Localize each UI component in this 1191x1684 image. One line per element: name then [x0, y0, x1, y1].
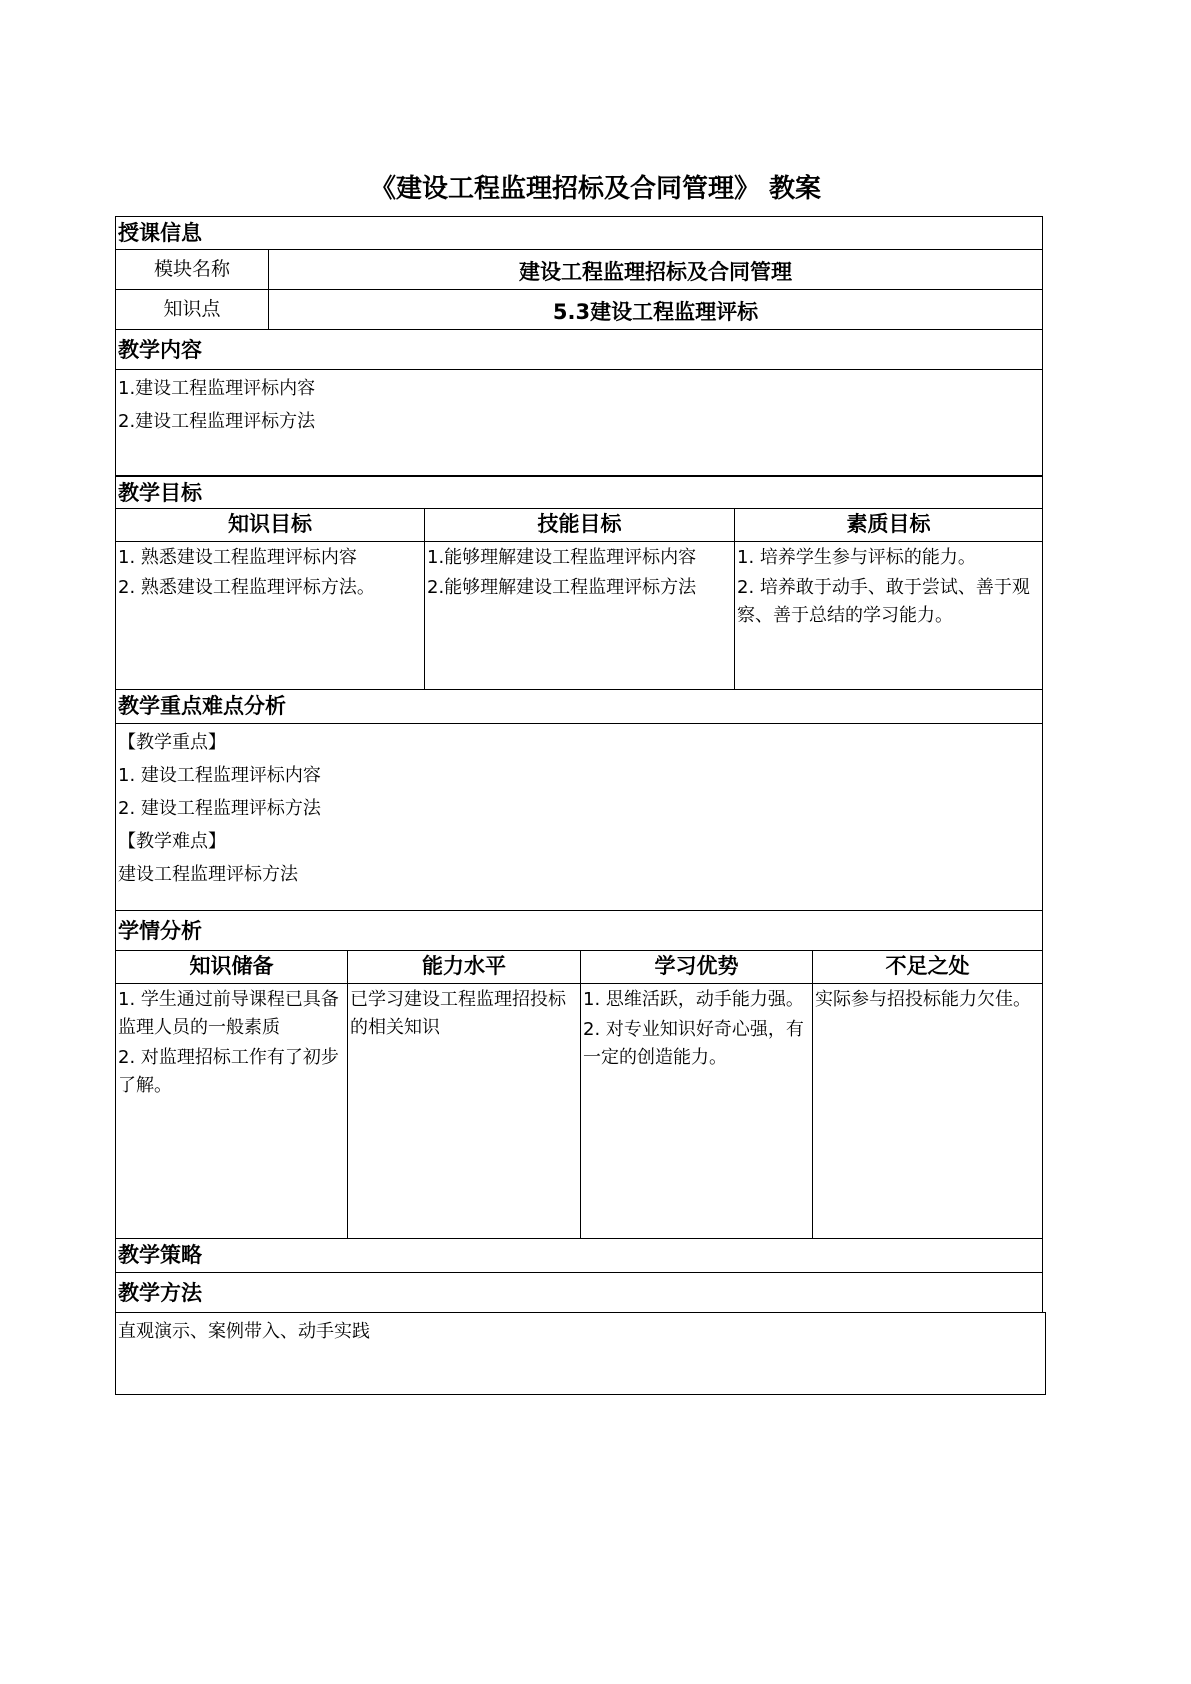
section-objectives — [115, 475, 1043, 509]
objective-item: 2. 熟悉建设工程监理评标方法。 — [118, 577, 375, 598]
analysis-item: 2. 对监理招标工作有了初步了解。 — [118, 1047, 339, 1096]
analysis-item: 1. 思维活跃，动手能力强。 — [583, 989, 804, 1010]
content-item: 2.建设工程监理评标方法 — [118, 411, 316, 432]
page-title: 《建设工程监理招标及合同管理》 教案 — [369, 174, 822, 204]
objectives-header-row — [115, 508, 1043, 542]
objective-item: 1. 熟悉建设工程监理评标内容 — [118, 547, 357, 568]
analysis-header-row — [115, 950, 1043, 984]
skill-objective-header: 技能目标 — [425, 509, 735, 541]
method-body — [115, 1312, 1046, 1395]
method-heading-row — [115, 1272, 1043, 1313]
analysis-item: 2. 对专业知识好奇心强，有一定的创造能力。 — [583, 1019, 804, 1068]
skill-objective-cell — [425, 542, 735, 689]
learning-advantage-header: 学习优势 — [581, 951, 813, 983]
focus-item: 1. 建设工程监理评标内容 — [118, 765, 321, 786]
knowledge-objective-cell — [116, 542, 425, 689]
point-value: 5.3建设工程监理评标 — [552, 300, 759, 324]
section-analysis — [115, 910, 1043, 951]
objectives-body-row — [115, 541, 1043, 690]
difficulty-label: 【教学难点】 — [118, 831, 226, 852]
section-heading: 教学重点难点分析 — [118, 694, 286, 718]
analysis-item: 1. 学生通过前导课程已具备监理人员的一般素质 — [118, 989, 339, 1038]
section-keypoints — [115, 689, 1043, 724]
objective-item: 1. 培养学生参与评标的能力。 — [737, 547, 976, 568]
learning-advantage-cell — [581, 984, 813, 1238]
section-heading: 教学策略 — [118, 1243, 202, 1267]
focus-item: 2. 建设工程监理评标方法 — [118, 798, 321, 819]
knowledge-objective-header: 知识目标 — [116, 509, 425, 541]
objective-item: 2. 培养敢于动手、敢于尝试、善于观察、善于总结的学习能力。 — [737, 577, 1030, 626]
section-teaching-info — [115, 216, 1043, 250]
ability-level-cell — [348, 984, 581, 1238]
objective-item: 2.能够理解建设工程监理评标方法 — [427, 577, 697, 598]
objective-item: 1.能够理解建设工程监理评标内容 — [427, 547, 697, 568]
knowledge-reserve-cell — [116, 984, 348, 1238]
focus-label: 【教学重点】 — [118, 732, 226, 753]
point-label: 知识点 — [116, 290, 269, 329]
analysis-item: 已学习建设工程监理招投标的相关知识 — [350, 989, 566, 1038]
section-content — [115, 329, 1043, 370]
difficulty-text: 建设工程监理评标方法 — [118, 864, 298, 885]
method-heading: 教学方法 — [118, 1281, 202, 1305]
shortcoming-header: 不足之处 — [885, 954, 970, 978]
section-strategy — [115, 1238, 1043, 1273]
section-heading: 学情分析 — [118, 919, 202, 943]
analysis-body-row — [115, 983, 1043, 1239]
quality-objective-header: 素质目标 — [846, 512, 931, 536]
quality-objective-cell — [735, 542, 1042, 689]
keypoints-body — [115, 723, 1043, 911]
module-value: 建设工程监理招标及合同管理 — [519, 260, 792, 284]
section-heading: 授课信息 — [118, 221, 202, 245]
content-body — [115, 369, 1043, 476]
knowledge-reserve-header: 知识储备 — [116, 951, 348, 983]
knowledge-point-row — [115, 289, 1043, 330]
content-item: 1.建设工程监理评标内容 — [118, 378, 316, 399]
section-heading: 教学目标 — [118, 481, 202, 505]
ability-level-header: 能力水平 — [348, 951, 581, 983]
analysis-item: 实际参与招投标能力欠佳。 — [815, 989, 1031, 1010]
module-row — [115, 249, 1043, 290]
section-heading: 教学内容 — [118, 338, 202, 362]
method-text: 直观演示、案例带入、动手实践 — [118, 1321, 370, 1342]
shortcoming-cell — [813, 984, 1042, 1238]
module-label: 模块名称 — [116, 250, 269, 289]
